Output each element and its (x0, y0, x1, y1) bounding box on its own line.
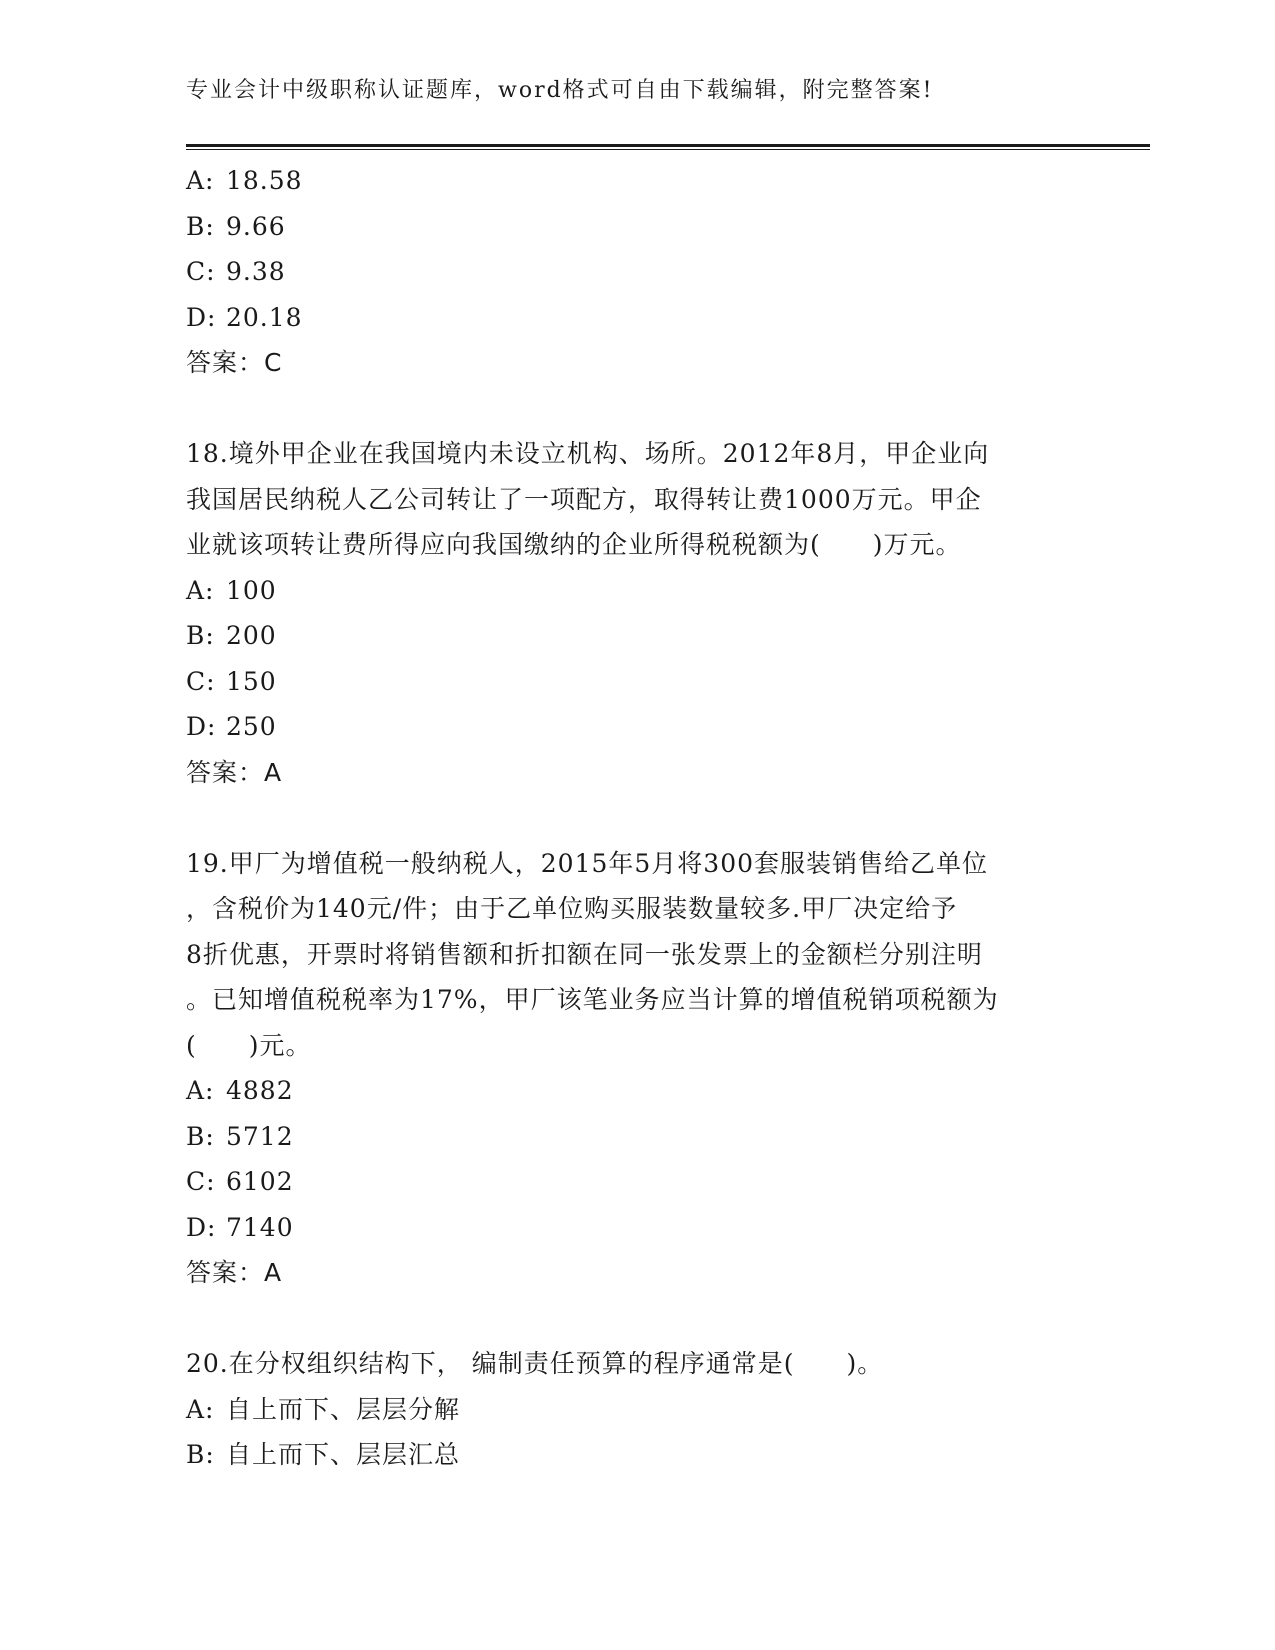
option-b: B: 200 (186, 621, 277, 650)
question-19 (186, 841, 1086, 1296)
page-header-title: 专业会计中级职称认证题库，word格式可自由下载编辑，附完整答案! (186, 78, 934, 103)
question-text-line: 19.甲厂为增值税一般纳税人，2015年5月将300套服装销售给乙单位 (186, 848, 989, 878)
option-a: A: 4882 (186, 1076, 294, 1105)
option-c: C: 6102 (186, 1167, 294, 1196)
answer: 答案：C (186, 348, 283, 377)
option-a: A: 100 (186, 575, 277, 605)
answer: 答案：A (186, 1258, 283, 1287)
option-d: D: 250 (186, 712, 277, 741)
header-rule-thin (186, 149, 1150, 150)
option-d: D: 20.18 (186, 302, 303, 332)
option-b: B: 自上而下、层层汇总 (186, 1440, 461, 1469)
question-text-line: 20.在分权组织结构下， 编制责任预算的程序通常是( )。 (186, 1349, 884, 1378)
question-18 (186, 431, 1086, 795)
answer: 答案：A (186, 757, 283, 787)
question-text-line: 18.境外甲企业在我国境内未设立机构、场所。2012年8月，甲企业向 (186, 439, 990, 468)
question-text-line: 8折优惠，开票时将销售额和折扣额在同一张发票上的金额栏分别注明 (186, 939, 983, 969)
option-b: B: 9.66 (186, 211, 286, 241)
question-20 (186, 1341, 1086, 1478)
header-rule-thick (186, 144, 1150, 147)
question-text-line: 。已知增值税税率为17%，甲厂该笔业务应当计算的增值税销项税额为 (186, 985, 999, 1014)
question-text-line: 我国居民纳税人乙公司转让了一项配方，取得转让费1000万元。甲企 (186, 484, 982, 514)
option-d: D: 7140 (186, 1212, 294, 1242)
question-text-line: ，含税价为140元/件；由于乙单位购买服装数量较多.甲厂决定给予 (186, 894, 958, 923)
question-list (186, 158, 1086, 1478)
question-text-line: 业就该项转让费所得应向我国缴纳的企业所得税税额为( )万元。 (186, 530, 962, 559)
question-17 (186, 158, 1086, 386)
option-c: C: 9.38 (186, 257, 286, 286)
option-c: C: 150 (186, 666, 277, 696)
question-text-line: ( )元。 (186, 1030, 312, 1060)
option-a: A: 自上而下、层层分解 (186, 1394, 461, 1424)
option-b: B: 5712 (186, 1121, 294, 1151)
option-a: A: 18.58 (186, 166, 303, 195)
